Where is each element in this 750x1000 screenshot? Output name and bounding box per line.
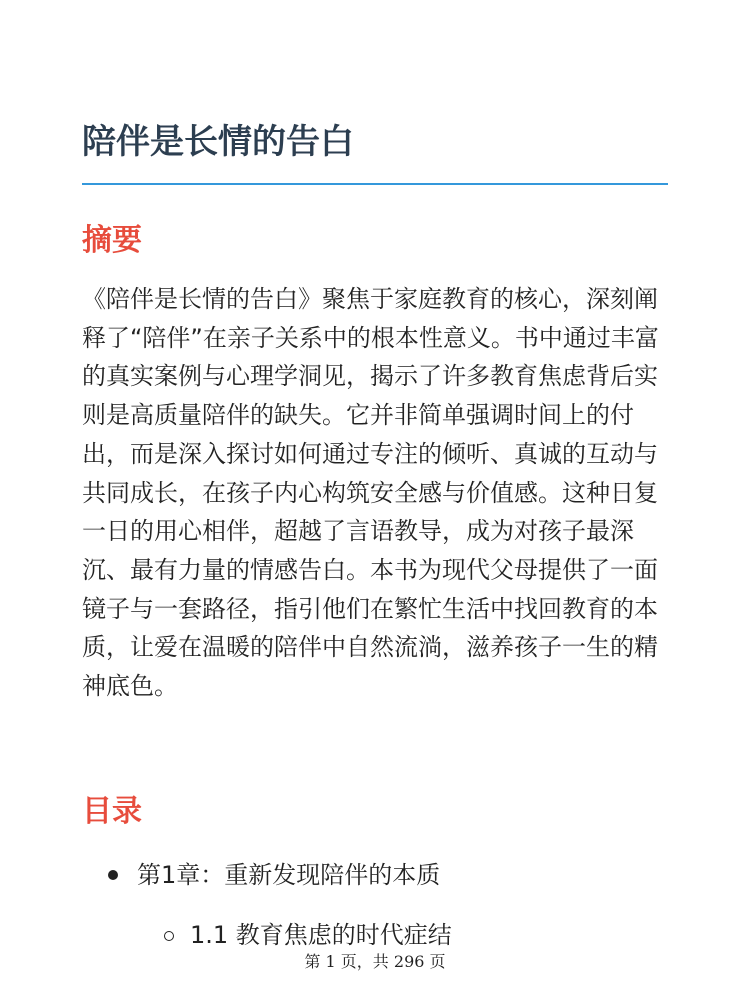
hollow-bullet-icon [164, 931, 174, 941]
document-title: 陪伴是长情的告白 [82, 122, 354, 162]
toc-chapter-1-label: 第1章：重新发现陪伴的本质 [137, 861, 441, 889]
title-divider [82, 183, 668, 185]
toc-chapter-1[interactable] [137, 855, 440, 895]
abstract-paragraph: 《陪伴是长情的告白》聚焦于家庭教育的核心，深刻阐释了“陪伴”在亲子关系中的根本性意义。书中通过丰富的真实案例与心理学洞见，揭示了许多教育焦虑背后实则是高质量陪伴的缺失。它并非简单强调时间上的付出，而是深入探讨如何通过专注的倾听、真诚的互动与共同成长，在孩子内心构筑安全感与价值感。这种日复一日的用心相伴，超越了言语教导，成为对孩子最深沉、最有力量的情感告白。本书为现代父母提供了一面镜子与一套路径，指引他们在繁忙生活中找回教育的本质，让爱在温暖的陪伴中自然流淌，滋养孩子一生的精神底色。 [82, 285, 659, 701]
toc-section-1-1[interactable] [190, 915, 452, 955]
page-footer: 第 1 页，共 296 页 [304, 952, 446, 971]
abstract-heading: 摘要 [82, 223, 142, 258]
toc-heading: 目录 [82, 794, 142, 829]
toc-section-1-1-label: 1.1 教育焦虑的时代症结 [190, 921, 452, 949]
filled-bullet-icon [108, 870, 118, 880]
